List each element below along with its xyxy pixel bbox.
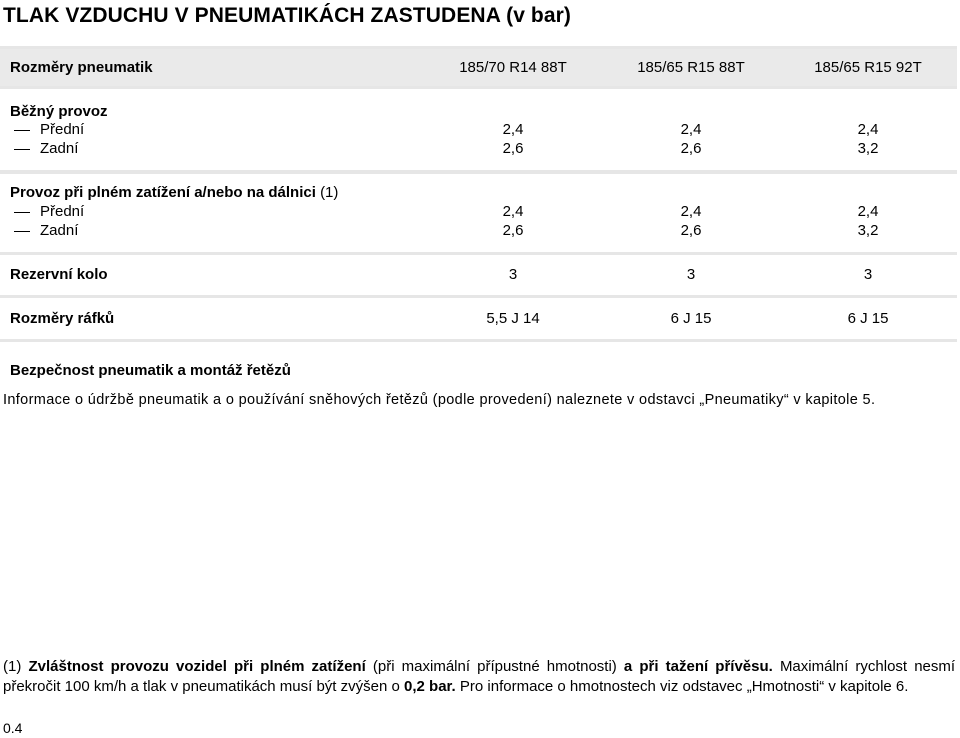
cell: 2,4 [857, 121, 879, 138]
cell: 3,2 [857, 140, 879, 157]
table-separator [0, 252, 957, 255]
dash-icon [14, 130, 30, 131]
cell: 6 J 15 [670, 310, 712, 327]
cell: 2,4 [857, 203, 879, 220]
cell: 3 [863, 266, 873, 283]
safety-heading: Bezpečnost pneumatik a montáž řetězů [10, 362, 291, 379]
cell: 5,5 J 14 [486, 310, 540, 327]
cell: 3,2 [857, 222, 879, 239]
cell: 2,6 [502, 222, 524, 239]
table-separator [0, 86, 957, 89]
normal-label: Běžný provoz [10, 103, 108, 120]
full-load-label: Provoz při plném zatížení a/nebo na dálnici (1) [10, 184, 339, 201]
cell: 2,6 [680, 222, 702, 239]
cell: 2,6 [502, 140, 524, 157]
page-title: TLAK VZDUCHU V PNEUMATIKÁCH ZASTUDENA (v bar) [3, 4, 571, 27]
header-label: Rozměry pneumatik [10, 59, 153, 76]
cell: 2,4 [502, 203, 524, 220]
footnote: (1) Zvláštnost provozu vozidel při plném zatížení (při maximální přípustné hmotnosti) a při tažení přívěsu. Maximální rychlost nesmí překročit 100 km/h a tlak v pneumatikách musí být zvýšen o 0,2 bar. Pro informace o hmotnostech viz odstavec „Hmotnosti“ v kapitole 6. [3, 658, 956, 695]
dash-icon [14, 212, 30, 213]
table-separator [0, 295, 957, 298]
table-separator [0, 339, 957, 342]
cell: 2,4 [502, 121, 524, 138]
page-number: 0.4 [3, 720, 23, 736]
normal-rear-label: Zadní [14, 140, 78, 157]
normal-front-label: Přední [14, 121, 84, 138]
cell: 2,4 [680, 203, 702, 220]
safety-text: Informace o údržbě pneumatik a o používání sněhových řetězů (podle provedení) naleznete v odstavci „Pneumatiky“ v kapitole 5. [3, 392, 876, 408]
header-col-3: 185/65 R15 92T [814, 59, 922, 76]
full-load-rear-label: Zadní [14, 222, 78, 239]
rims-label: Rozměry ráfků [10, 310, 115, 327]
cell: 2,4 [680, 121, 702, 138]
header-col-2: 185/65 R15 88T [637, 59, 745, 76]
tire-pressure-table [0, 46, 957, 342]
cell: 6 J 15 [847, 310, 889, 327]
header-col-1: 185/70 R14 88T [459, 59, 567, 76]
cell: 2,6 [680, 140, 702, 157]
spare-label: Rezervní kolo [10, 266, 108, 283]
cell: 3 [508, 266, 518, 283]
dash-icon [14, 231, 30, 232]
full-load-front-label: Přední [14, 203, 84, 220]
dash-icon [14, 149, 30, 150]
table-separator [0, 170, 957, 174]
cell: 3 [686, 266, 696, 283]
